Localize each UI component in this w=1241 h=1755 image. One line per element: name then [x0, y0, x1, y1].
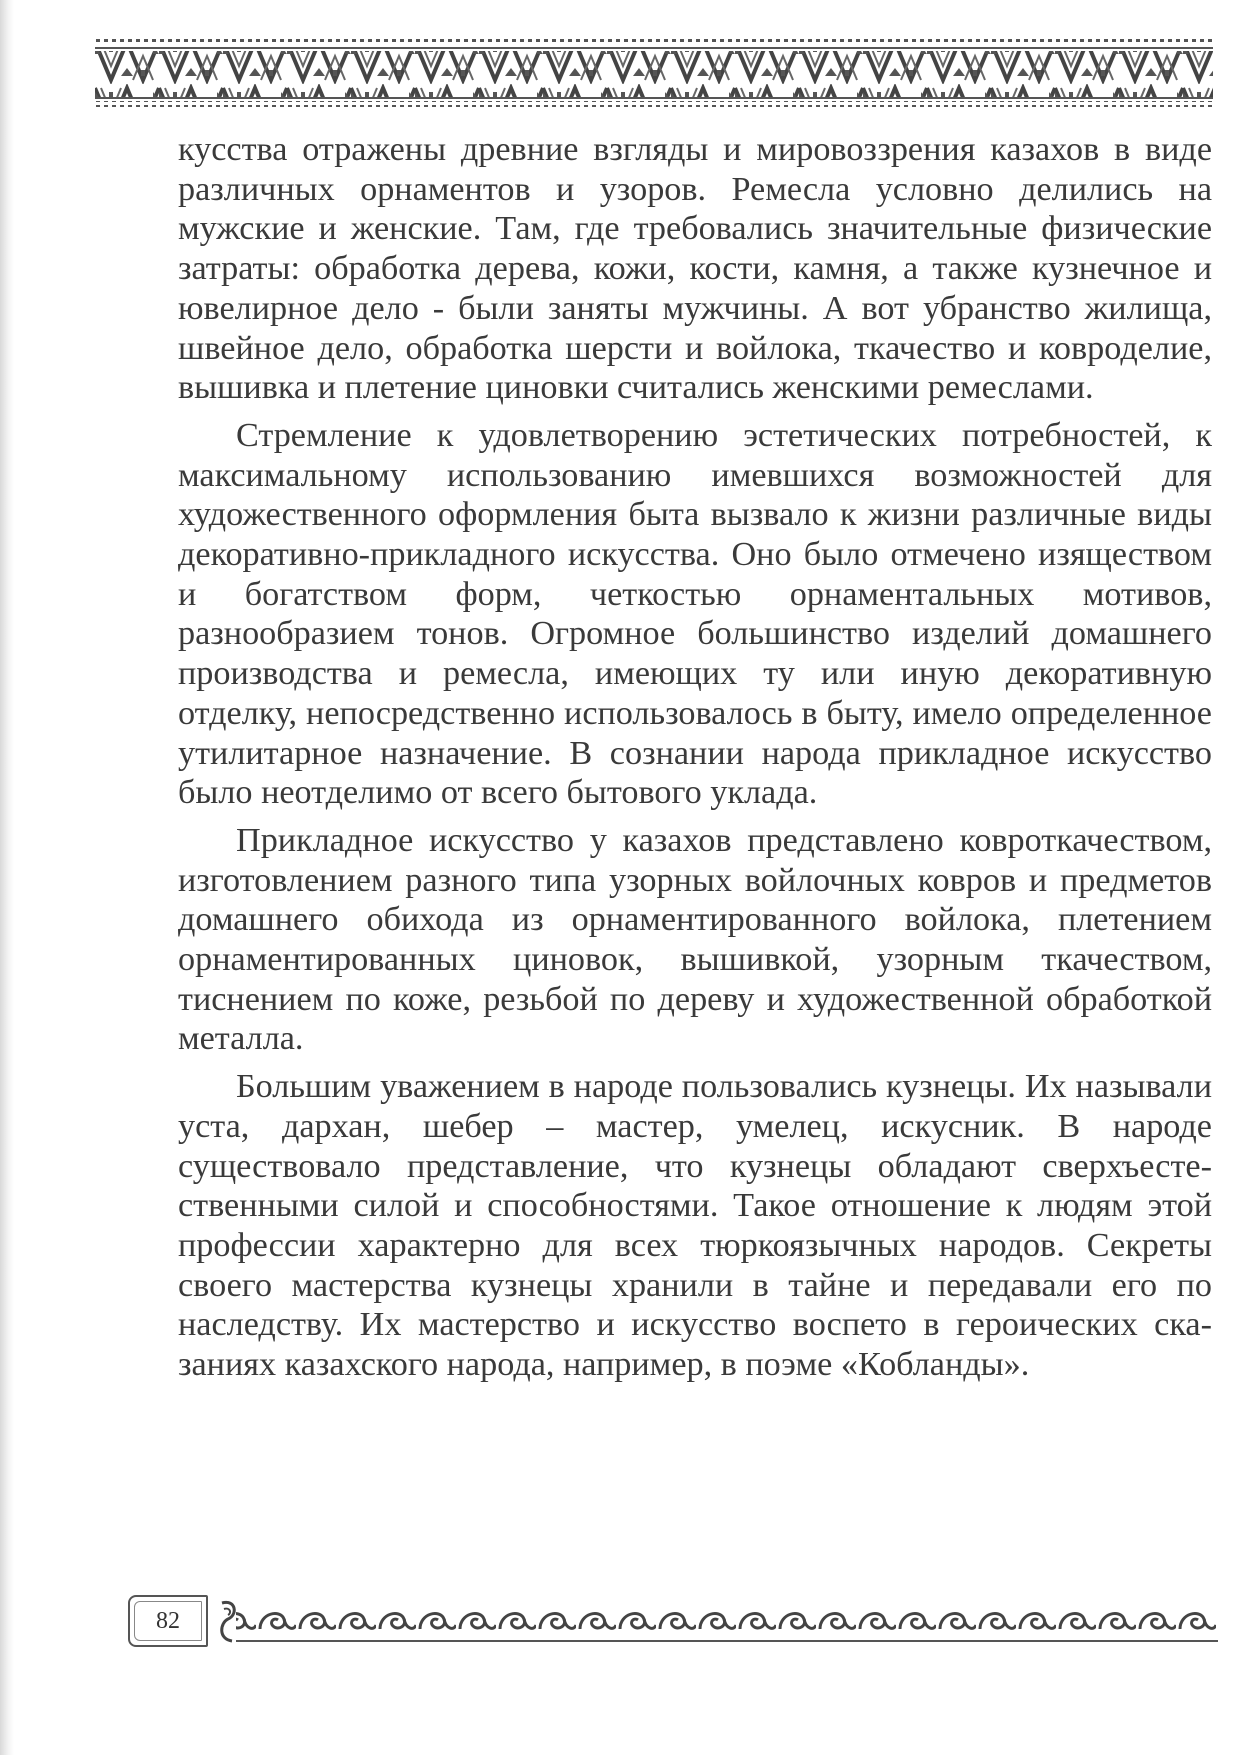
page-number-frame [128, 1595, 208, 1647]
paragraph-2: Стремление к удовлетворению эстетических потребностей, к максимальному использованию имевшихся возможностей для художественного оформления быта вызвало к жизни различные виды декоративно-прикладного искусства. Оно было отмечено изяществом и богатством форм, четкостью орнаментальных мотивов, разнообразием тонов. Огромное большинство изделий домашнего производства и ремесла, имеющих ту или иную декоративную отделку, непосредственно использовалось в быту, имело определенное утилитарное назначение. В сознании народа прикладное искусство было неотделимо от всего бытового уклада. [178, 416, 1212, 812]
page-footer [128, 1593, 1218, 1651]
main-text [178, 130, 1212, 1385]
paragraph-3: Прикладное искусство у казахов представлено ковроткачеством, изготовлением разного типа узорных войлочных ковров и предметов домашнего обихода из орнаментированного войлока, плетением орнаментированных циновок, вышивкой, узорным ткачеством, тиснением по коже, резьбой по дереву и художественной обработкой металла. [178, 821, 1212, 1058]
paragraph-1: кусства отражены древние взгляды и мировоззрения казахов в виде различных орнаментов и узоров. Ремесла условно делились на мужские и женские. Там, где требовались значительные физические затраты: обработка дерева, кожи, кости, камня, а также кузнечное и ювелирное дело - были заняты мужчины. А вот убранство жилища, швейное дело, обработка шерсти и войлока, ткачество и ковроделие, вышивка и плетение циновки считались женскими ремеслами. [178, 131, 1212, 407]
top-ornament-border [95, 38, 1213, 108]
bottom-ornament-border [216, 1595, 1218, 1647]
paragraph-4: Большим уважением в народе пользовались кузнецы. Их называли уста, дархан, шебер – мастер, умелец, искусник. В народе существовало представление, что кузнецы обладают сверхъестественными силой и способностями. Такое отношение к людям этой профессии характерно для всех тюркоязычных народов. Секреты своего мастерства кузнецы хранили в тайне и передавали его по наследству. Их мастерство и искусство воспето в героических сказаниях казахского народа, например, в поэме «Кобланды». [178, 1068, 1212, 1384]
page-number: 82 [156, 1607, 180, 1634]
page-edge-shadow [0, 0, 14, 1755]
